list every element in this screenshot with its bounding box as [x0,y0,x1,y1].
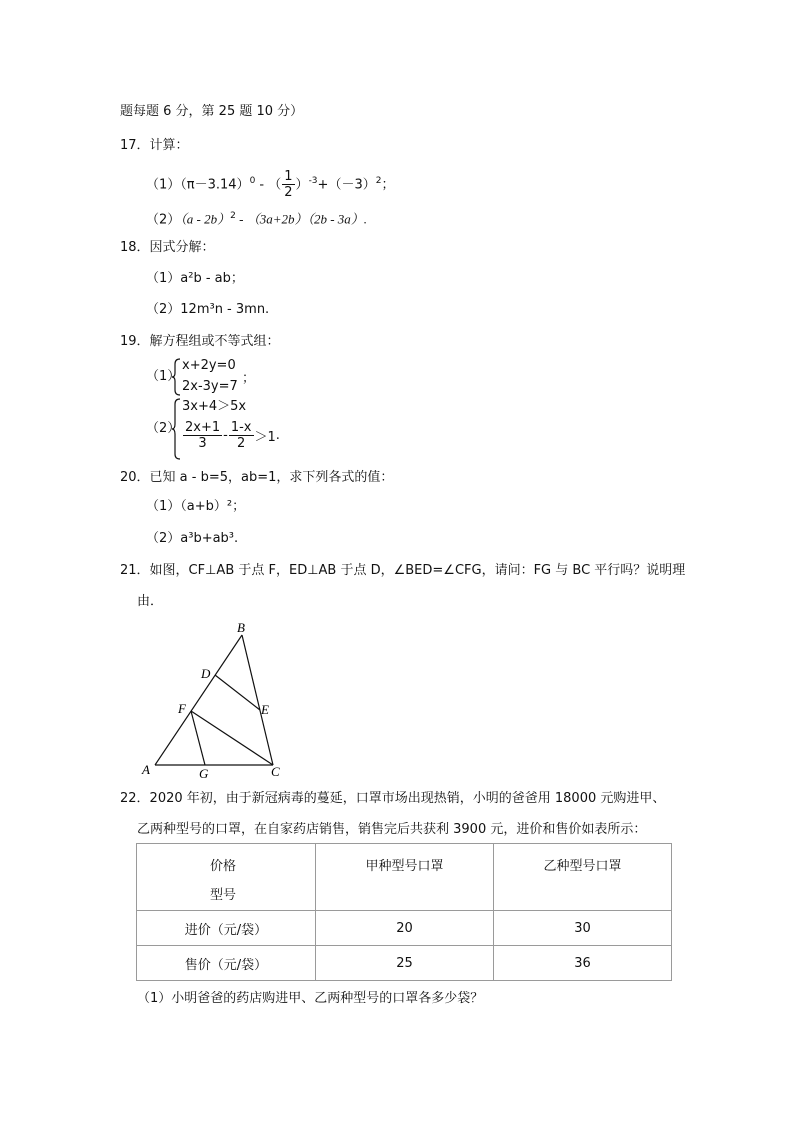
point-label-D: D [201,666,211,681]
q19-part2-end: . [275,428,280,443]
table-cell: 30 [494,911,672,946]
q19-frac2-denominator: 2 [237,436,246,451]
q19-frac2-numerator: 1-x [230,420,252,435]
q17-part1-term-d: +（－3） [317,177,376,193]
q17-part1-term-a: （π－3.14） [180,177,250,193]
q19-rhs: ＞1 [254,430,276,445]
q17-part1-label: （1） [146,177,181,193]
q17-part1-exp-c: -3 [308,176,318,186]
q19-frac1 [183,420,222,451]
table-row [137,911,672,946]
q19-minus: - [223,428,228,443]
q19-frac2 [229,420,254,451]
price-table [136,843,672,981]
q17-part2-exp: 2 [230,211,236,221]
q20-part1: （1）（a+b）²； [146,499,246,514]
q19-brace2-icon [172,398,182,460]
q18-title: 18．因式分解： [120,240,215,255]
q19-system2-ineq2 [182,420,280,451]
point-label-A: A [142,762,150,777]
q19-system1-eq2: 2x-3y=7 [182,379,238,394]
q21-question-line2: 由． [137,594,164,609]
q17-title: 17．计算： [120,138,189,153]
q17-part1-term-c: ） [295,177,309,193]
q21-geometry-figure [130,615,300,785]
q19-brace1-icon [172,358,182,396]
table-cell: 36 [494,946,672,981]
q22-question-line1: 22．2020 年初，由于新冠病毒的蔓延，口罩市场出现热销，小明的爸爸用 18000 元购进甲、 [120,791,666,806]
point-label-E: E [261,702,269,717]
q22-subquestion1: （1）小明爸爸的药店购进甲、乙两种型号的口罩各多少袋？ [137,991,484,1006]
q19-system1-eq1: x+2y=0 [182,358,236,373]
table-header-row [137,844,672,911]
q19-system2-ineq1: 3x+4＞5x [182,399,247,414]
q19-frac1-denominator: 3 [198,436,207,451]
section-intro: 题每题 6 分，第 25 题 10 分） [120,104,304,119]
q17-part2-term-a: （a - 2b） [180,211,231,227]
q19-frac1-numerator: 2x+1 [185,420,221,435]
table-row-label: 进价（元/袋） [137,911,316,946]
table-cell: 20 [316,911,494,946]
point-label-B: B [237,620,245,635]
q17-frac-numerator: 1 [284,169,293,185]
q17-part1-end: ； [381,177,395,193]
q19-part1-label: （1） [146,369,181,384]
q17-part1 [146,166,394,200]
q17-part2 [146,207,367,229]
q17-part1-fraction [282,169,294,200]
q17-part2-label: （2） [146,212,181,228]
q18-part2: （2）12m³n - 3mn. [146,302,270,317]
table-header-col1: 甲种型号口罩 [316,844,494,911]
corner-label-model: 型号 [210,888,237,903]
q17-part2-term-b: - （3a+2b）（2b - 3a）. [235,211,368,227]
q19-part1-end: ； [242,371,256,386]
q19-part2-label: （2） [146,421,181,436]
segment-AB [155,635,242,765]
point-label-F: F [178,701,186,716]
q17-frac-denominator: 2 [284,185,293,201]
table-header-col2: 乙种型号口罩 [494,844,672,911]
q20-title: 20．已知 a - b=5，ab=1，求下列各式的值： [120,470,394,485]
q22-question-line2: 乙两种型号的口罩，在自家药店销售，销售完后共获利 3900 元，进价和售价如表所示： [137,822,647,837]
q17-part1-exp-d: 2 [375,176,382,186]
q17-part1-term-b: - （ [255,177,282,193]
table-cell: 25 [316,946,494,981]
q18-part1: （1）a²b - ab； [146,271,244,286]
q17-part1-exp-a: 0 [249,176,256,186]
table-corner-cell [137,844,316,911]
point-label-C: C [271,764,280,779]
table-row [137,946,672,981]
table-row-label: 售价（元/袋） [137,946,316,981]
q21-question-line1: 21．如图，CF⊥AB 于点 F，ED⊥AB 于点 D，∠BED=∠CFG，请问：FG 与 BC 平行吗？说明理 [120,563,686,578]
corner-label-price: 价格 [210,859,237,874]
q19-title: 19．解方程组或不等式组： [120,334,280,349]
point-label-G: G [199,766,209,781]
q20-part2: （2）a³b+ab³. [146,531,239,546]
